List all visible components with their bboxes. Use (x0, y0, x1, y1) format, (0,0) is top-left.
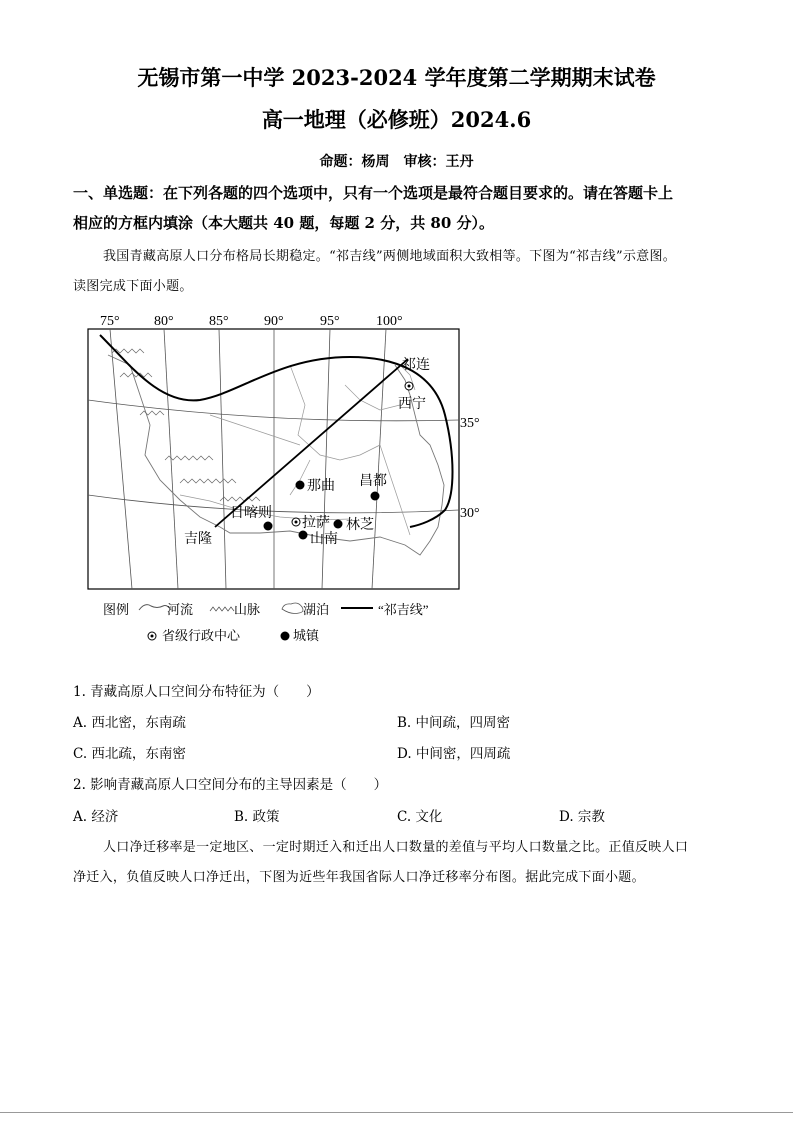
lon-label-80: 80° (154, 314, 174, 329)
label-linzhi: 林芝 (346, 518, 374, 533)
naqu-marker (296, 481, 305, 490)
q2-stem: 2. 影响青藏高原人口空间分布的主导因素是（ ） (73, 777, 388, 793)
legend-capital: 省级行政中心 (162, 628, 241, 643)
section-heading-line1: 一、单选题：在下列各题的四个选项中，只有一个选项是最符合题目要求的。请在答题卡上 (73, 184, 674, 202)
lon-label-85: 85° (209, 314, 229, 329)
exam-authors: 命题：杨周 审核：王丹 (319, 154, 474, 170)
q1-option-b[interactable]: B. 中间疏，四周密 (397, 715, 511, 731)
legend-mountain-icon (210, 607, 234, 611)
legend-lake: 湖泊 (303, 602, 330, 617)
label-changdu: 昌都 (359, 474, 387, 489)
linzhi-marker (334, 520, 343, 529)
lat-label-35: 35° (460, 416, 480, 431)
changdu-marker (371, 492, 380, 501)
lat-label-30: 30° (460, 506, 480, 521)
intro1-line2: 读图完成下面小题。 (73, 279, 193, 294)
legend-title: 图例 (103, 602, 130, 617)
q1-option-c[interactable]: C. 西北疏，东南密 (73, 746, 186, 762)
q2-option-d[interactable]: D. 宗教 (559, 809, 605, 825)
legend-mountain: 山脉 (234, 602, 261, 617)
label-shannan: 山南 (310, 532, 338, 547)
lon-label-90: 90° (264, 314, 284, 329)
label-qilian: 祁连 (402, 358, 430, 373)
population-boundary-curve (100, 335, 453, 527)
section-heading-line2: 相应的方框内填涂（本大题共 40 题，每题 2 分，共 80 分）。 (73, 214, 495, 232)
q1-option-d[interactable]: D. 中间密，四周疏 (397, 746, 511, 762)
label-xining: 西宁 (398, 397, 426, 412)
parallel-30 (88, 495, 459, 513)
rikaze-marker (264, 522, 273, 531)
exam-title: 无锡市第一中学 2023-2024 学年度第二学期期末试卷 (137, 65, 656, 90)
label-rikaze: 日喀则 (230, 506, 272, 521)
intro2-line1: 人口净迁移率是一定地区、一定时期迁入和迁出人口数量的差值与平均人口数量之比。正值反映人口 (103, 840, 689, 855)
q2-option-a[interactable]: A. 经济 (73, 809, 119, 825)
q2-option-b[interactable]: B. 政策 (234, 809, 280, 825)
legend-town-icon (281, 632, 290, 641)
legend-town: 城镇 (293, 628, 320, 643)
legend-lake-icon (282, 603, 303, 614)
lon-label-100: 100° (376, 314, 403, 329)
label-jilong: 吉隆 (184, 532, 212, 547)
legend-river: 河流 (167, 602, 194, 617)
label-naqu: 那曲 (307, 479, 335, 494)
page-bottom-rule (0, 1112, 793, 1113)
lon-label-95: 95° (320, 314, 340, 329)
q1-option-a[interactable]: A. 西北密，东南疏 (73, 715, 186, 731)
lon-label-75: 75° (100, 314, 120, 329)
intro1-line1: 我国青藏高原人口分布格局长期稳定。“祁吉线”两侧地域面积大致相等。下图为“祁吉线”示意图。 (103, 249, 677, 264)
legend-qiji-line: “祁吉线” (378, 602, 429, 617)
mountain-ranges (112, 349, 260, 501)
label-lasa: 拉萨 (302, 516, 330, 531)
exam-subtitle: 高一地理（必修班）2024.6 (261, 107, 532, 132)
plateau-border (108, 355, 444, 555)
intro2-line2: 净迁入，负值反映人口净迁出，下图为近些年我国省际人口净迁移率分布图。据此完成下面小题。 (73, 870, 645, 885)
q2-option-c[interactable]: C. 文化 (397, 809, 443, 825)
shannan-marker (299, 531, 308, 540)
qiji-line-map (60, 305, 500, 650)
q1-stem: 1. 青藏高原人口空间分布特征为（ ） (73, 684, 320, 700)
